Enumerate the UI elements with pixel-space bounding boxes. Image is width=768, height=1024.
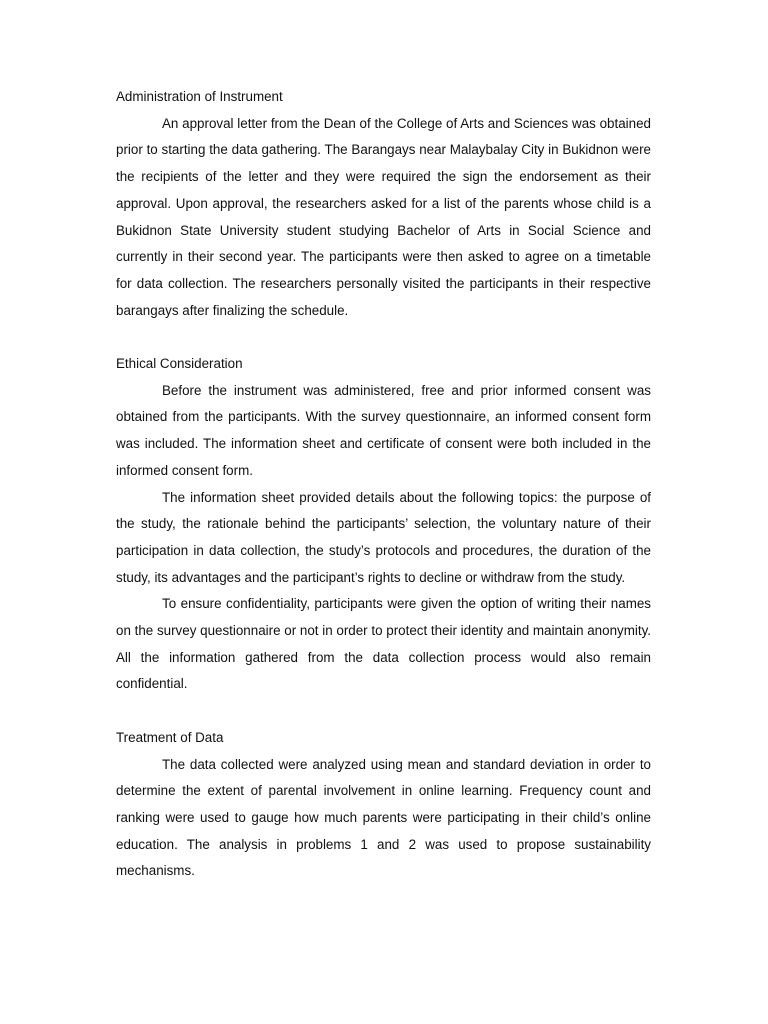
paragraph: The data collected were analyzed using mean and standard deviation in order to determine the extent of parental involvement in online learning. Frequency count and ranking were used to gauge how much parents were participating in their child’s online education. The analysis in problems 1 and 2 was used to propose sustainability mechanisms.	[116, 756, 651, 879]
paragraph: To ensure confidentiality, participants were given the option of writing their names on the survey questionnaire or not in order to protect their identity and maintain anonymity. All the information gathered from the data collection process would also remain confidential.	[116, 596, 651, 692]
paragraph: Before the instrument was administered, free and prior informed consent was obtained from the participants. With the survey questionnaire, an informed consent form was included. The information sheet and certificate of consent were both included in the informed consent form.	[116, 382, 651, 478]
section-spacer	[116, 324, 651, 351]
section-heading: Treatment of Data	[116, 729, 224, 745]
section-treatment-of-data	[116, 725, 651, 885]
section-spacer	[116, 698, 651, 725]
paragraph: The information sheet provided details about the following topics: the purpose of the study, the rationale behind the participants’ selection, the voluntary nature of their participation in data collection, the study’s protocols and procedures, the duration of the study, its advantages and the participant’s rights to decline or withdraw from the study.	[116, 489, 651, 585]
section-heading: Ethical Consideration	[116, 356, 243, 371]
document-page	[116, 84, 651, 885]
section-heading: Administration of Instrument	[116, 89, 283, 104]
section-administration-of-instrument	[116, 84, 651, 324]
paragraph: An approval letter from the Dean of the College of Arts and Sciences was obtained prior to starting the data gathering. The Barangays near Malaybalay City in Bukidnon were the recipients of the letter and they were required the sign the endorsement as their approval. Upon approval, the researchers asked for a list of the parents whose child is a Bukidnon State University student studying Bachelor of Arts in Social Science and currently in their second year. The participants were then asked to agree on a timetable for data collection. The researchers personally visited the participants in their respective barangays after finalizing the schedule.	[116, 115, 651, 318]
section-ethical-consideration	[116, 351, 651, 698]
